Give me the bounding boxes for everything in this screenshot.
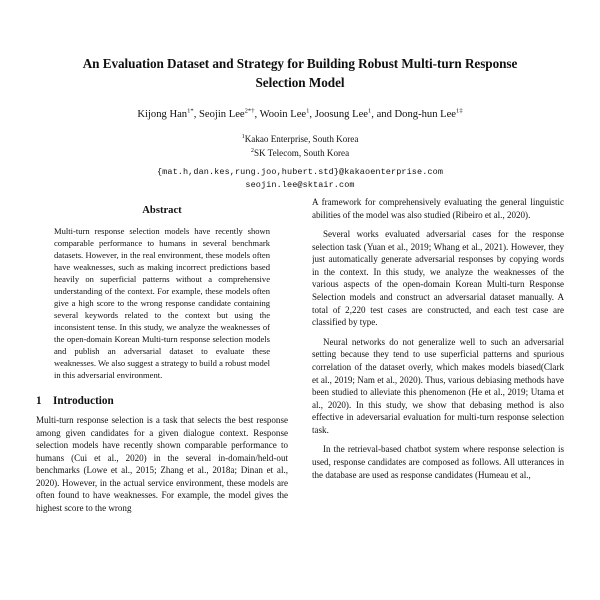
affiliation-text: Kakao Enterprise, South Korea [244,134,359,145]
email-block [60,166,540,192]
column-right [312,196,564,600]
affiliation-text: SK Telecom, South Korea [253,147,350,158]
author-name: Dong-hun Lee [394,109,457,121]
column-left [36,196,288,600]
author-affiliation-marker: 2*† [244,107,255,115]
affiliation-marker: 2 [250,146,254,154]
abstract-text: Multi-turn response selection models have recently shown comparable performance to humans in several benchmark datasets. However, in the real environment, these models often have weaknesses, such as making incorrect predictions based heavily on superficial patterns without a comprehensive understanding of the context. For example, these models often give a high score to the wrong response candidate containing several keywords related to the context but using the inconsistent tense. In this study, we analyze the weaknesses of the open-domain Korean Multi-turn response selection models and publish an adversarial dataset to evaluate these weaknesses. We also suggest a strategy to build a robust model in this adversarial environment. [54,226,270,380]
paragraph: A framework for comprehensively evaluating the general linguistic abilities of the model was also studied (Ribeiro et al., 2020). [312,197,564,220]
author-affiliation-marker: 1‡ [456,107,463,115]
page-bottom-clip [0,596,600,600]
email-line: seojin.lee@sktair.com [245,179,355,190]
title-block [0,0,600,192]
paragraph: In the retrieval-based chatbot system where response selection is used, response candidates are composed as follows. All utterances in the database are used as response candidates (Humeau et al., [312,444,564,480]
affiliation-item [60,133,540,146]
author-list-rendered: Kijong Han$^{1*}$, Seojin Lee$^{2*\dagger}$, Wooin Lee$^1$, Joosung Lee$^1$, and Dong-hun Lee$^{1\ddagger}$ [137,107,463,121]
author-list [60,108,540,123]
email-line: {mat.h,dan.kes,rung.joo,hubert.std}@kakaoenterprise.com [156,167,444,178]
author-affiliation-marker: 1 [367,107,372,115]
affiliation-marker: 1 [241,133,245,141]
author-name: Wooin Lee [259,109,307,121]
section-heading-introduction [36,395,288,407]
paragraph: Neural networks do not generalize well to such an adversarial setting because they tend to use superficial patterns and spurious correlation of the dataset overly, which makes models biased(Clark et al., 2019; Nam et al., 2020). Thus, various debiasing methods have been studied to alleviate this phenomenon (He et al., 2019; Utama et al., 2020). In this study, we show that debasing method is also effective in adeversarial evaluation for multi-turn response selection task. [312,336,564,435]
body-columns [0,196,600,600]
author-name: Seojin Lee [199,109,245,121]
paragraph: Several works evaluated adversarial cases for the response selection task (Yuan et al., 2019; Whang et al., 2021). However, they just automatically generate adversarial responses by copying words in the context. In this study, we analyze the weaknesses of the various aspects of the open-domain Korean Multi-turn Response Selection models and construct an adversarial dataset manually. A total of 2,220 test cases are constructed, and each test case are classified by type. [312,229,564,328]
page-title: An Evaluation Dataset and Strategy for Building Robust Multi-turn Response Selection Model [82,56,518,90]
author-name: Kijong Han [137,109,188,121]
section-title: Introduction [53,395,114,407]
author-affiliation-marker: 1 [306,107,310,115]
author-affiliation-marker: 1* [187,107,194,115]
paragraph: Multi-turn response selection is a task that selects the best response among given candidates for a given dialogue context. Response selection models have recently shown comparable performance to humans (Cui et al., 2020) in the several in-domain/held-out benchmarks (Lowe et al., 2015; Zhang et al., 2018a; Dinan et al., 2020). However, in the actual service environment, these models are often found to have weaknesses. For example, the model gives the highest score to the wrong [36,415,288,514]
abstract-heading: Abstract [142,205,182,216]
author-name: Joosung Lee [314,109,368,121]
section-number: 1 [36,395,42,407]
affiliation-list [60,133,540,160]
abstract-section [36,205,288,381]
affiliation-item [60,147,540,160]
